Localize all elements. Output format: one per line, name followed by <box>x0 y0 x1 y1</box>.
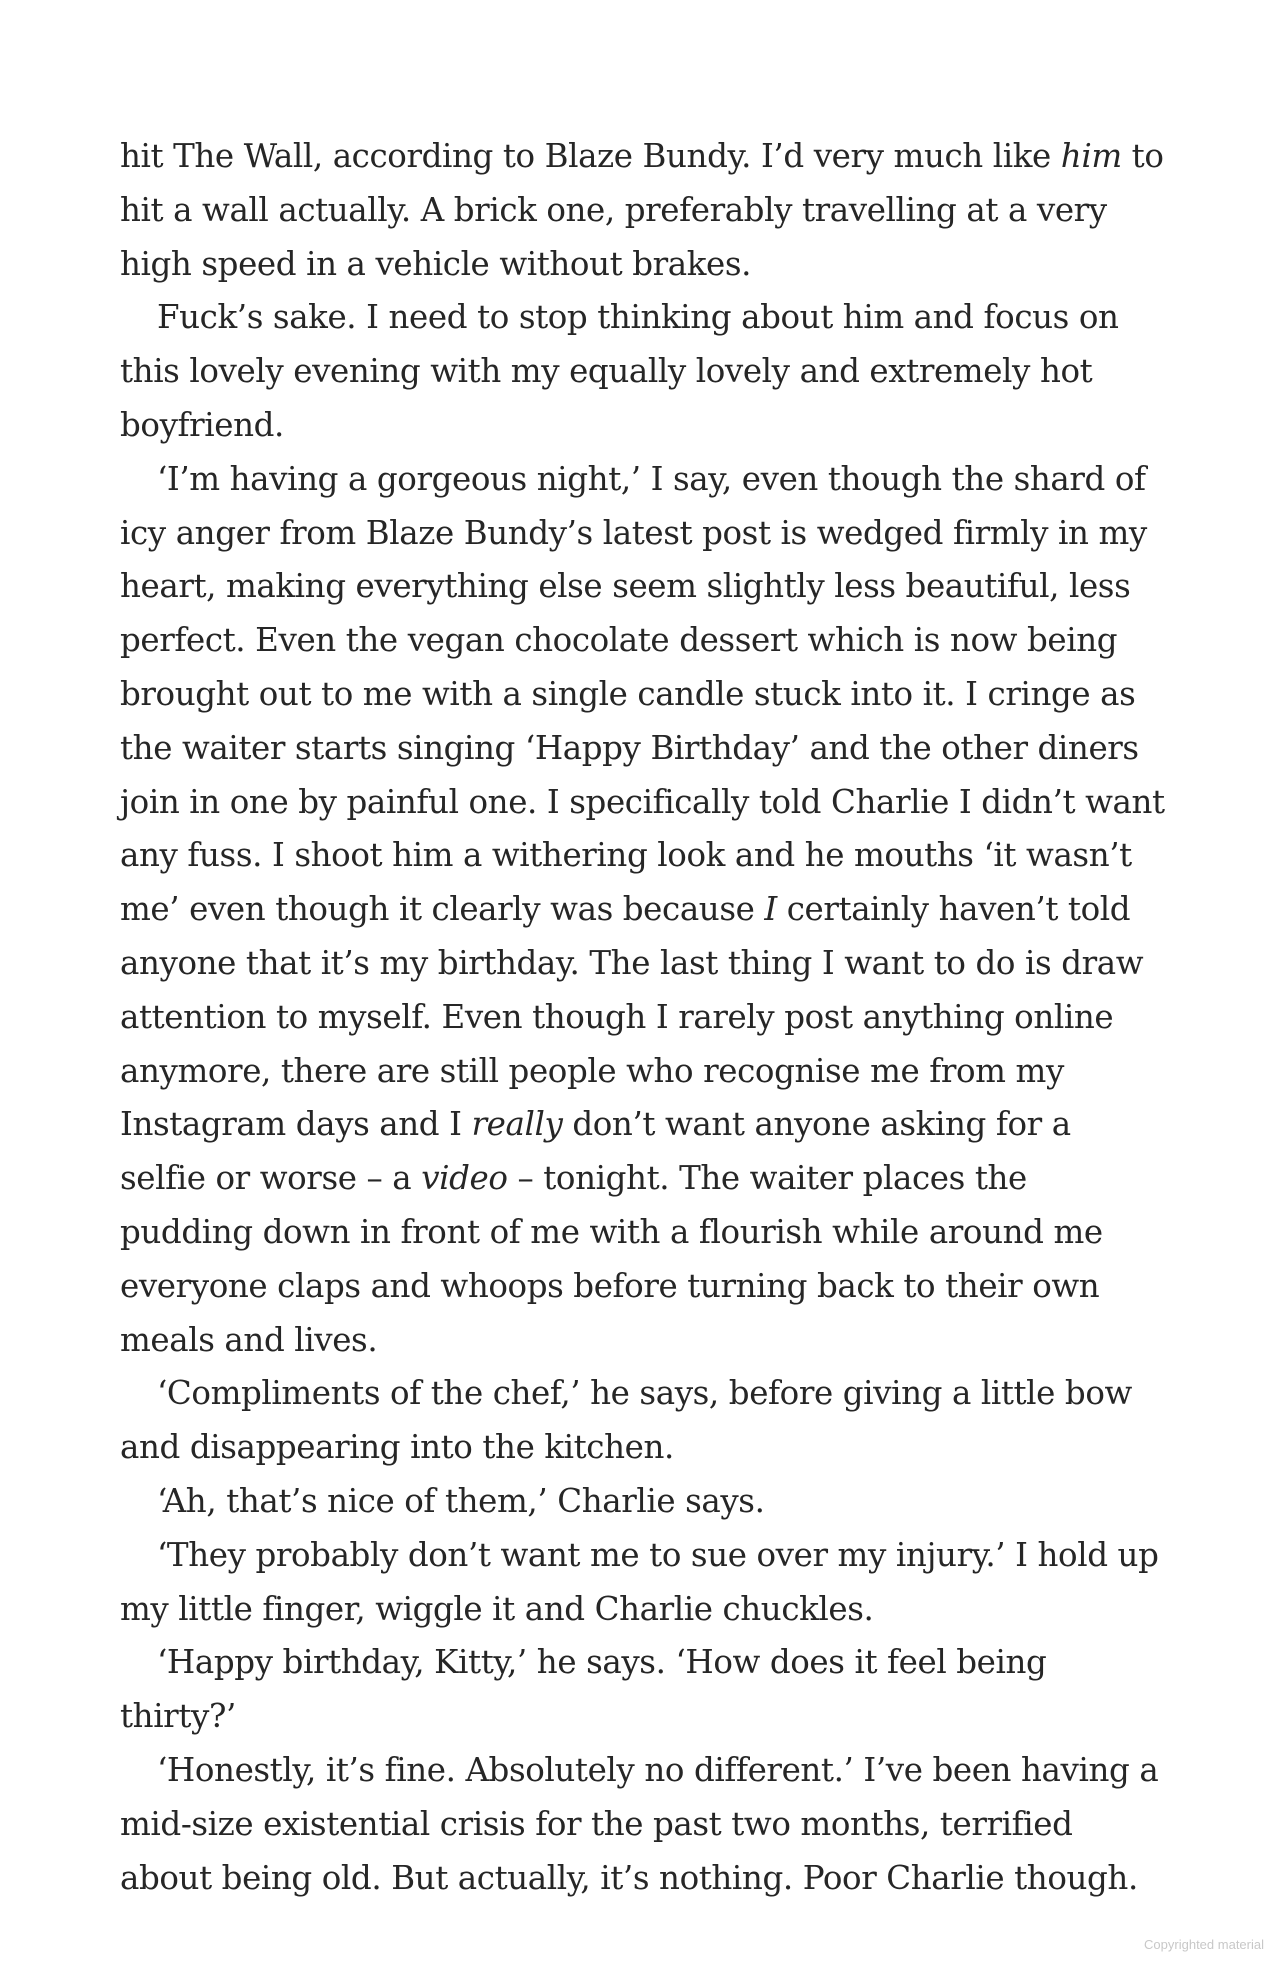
body-text <box>120 130 1165 1905</box>
paragraph: ‘Ah, that’s nice of them,’ Charlie says. <box>157 1481 765 1520</box>
paragraph: ‘Compliments of the chef,’ he says, before giving a little bow and disappearing into the kitchen. <box>120 1374 1132 1467</box>
paragraph: ‘They probably don’t want me to sue over my injury.’ I hold up my little finger, wiggle it and Charlie chuckles. <box>120 1535 1159 1628</box>
paragraph: ‘I’m having a gorgeous night,’ I say, even though the shard of icy anger from Blaze Bundy’s latest post is wedged firmly in my heart, making everything else seem slightly less beautiful, less perfect. Even the vegan chocolate dessert which is now being brought out to me with a single candle stuck into it. I cringe as the waiter starts singing ‘Happy Birthday’ and the other diners join in one by painful one. I specifically told Charlie I didn’t want any fuss. I shoot him a withering look and he mouths ‘it wasn’t me’ even though it clearly was because I certainly haven’t told anyone that it’s my birthday. The last thing I want to do is draw attention to myself. Even though I rarely post anything online anymore, there are still people who recognise me from my Instagram days and I really don’t want anyone asking for a selfie or worse – a video – tonight. The waiter places the pudding down in front of me with a flourish while around me everyone claps and whoops before turning back to their own meals and lives. <box>120 459 1165 1359</box>
paragraph: Fuck’s sake. I need to stop thinking about him and focus on this lovely evening with my equally lovely and extremely hot boyfriend. <box>120 298 1119 444</box>
paragraph: ‘Happy birthday, Kitty,’ he says. ‘How does it feel being thirty?’ <box>120 1643 1047 1736</box>
copyright-watermark: Copyrighted material <box>1144 1937 1264 1952</box>
paragraph: ‘Honestly, it’s fine. Absolutely no different.’ I’ve been having a mid-size existential crisis for the past two months, terrified about being old. But actually, it’s nothing. Poor Charlie though. <box>120 1750 1159 1897</box>
paragraph: hit The Wall, according to Blaze Bundy. I’d very much like him to hit a wall actually. A brick one, preferably travelling at a very high speed in a vehicle without brakes. <box>120 137 1164 283</box>
